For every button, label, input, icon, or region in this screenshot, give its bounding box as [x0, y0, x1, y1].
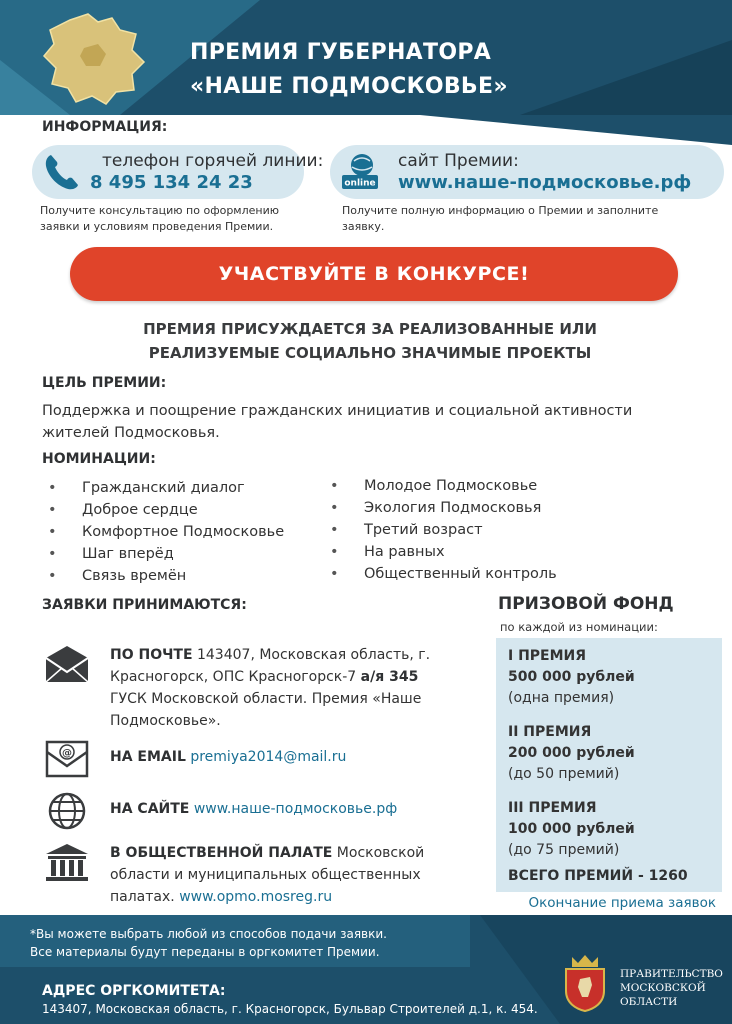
web-label: НА САЙТЕ — [110, 801, 190, 817]
svg-text:@: @ — [62, 748, 72, 759]
globe-icon — [42, 790, 92, 832]
online-icon — [340, 151, 380, 193]
gov-line-1: ПРАВИТЕЛЬСТВО — [620, 968, 723, 980]
prize-tier-amount: 100 000 рублей — [508, 821, 635, 837]
chamber-label: В ОБЩЕСТВЕННОЙ ПАЛАТЕ — [110, 845, 333, 861]
prize-tier-count: (одна премия) — [508, 690, 615, 706]
title-line-1: ПРЕМИЯ ГУБЕРНАТОРА — [190, 40, 492, 65]
website-pill — [330, 145, 724, 199]
footer — [0, 915, 732, 1024]
list-item: • На равных — [330, 541, 557, 563]
hotline-note: Получите консультацию по оформлению заявки и условиям проведения Премии. — [40, 204, 280, 233]
list-item: • Общественный контроль — [330, 563, 557, 585]
post-box: а/я 345 — [360, 669, 419, 685]
prize-total: ВСЕГО ПРЕМИЙ - 1260 — [508, 868, 688, 884]
prize-tier-amount: 200 000 рублей — [508, 745, 635, 761]
chamber-text: Московской области и муниципальных общественных палатах. — [110, 845, 425, 905]
prize-fund-subtitle: по каждой из номинации: — [500, 620, 658, 634]
email-label: НА EMAIL — [110, 749, 186, 765]
footer-note-line-2: Все материалы будут переданы в оргкомитет Премии. — [30, 945, 380, 959]
prize-tier-name: II ПРЕМИЯ — [508, 724, 592, 740]
deadline-label: Окончание приема заявок — [528, 895, 716, 911]
lead-line-1: ПРЕМИЯ ПРИСУЖДАЕТСЯ ЗА РЕАЛИЗОВАННЫЕ ИЛИ — [143, 320, 597, 338]
moscow-region-map-icon — [40, 8, 150, 108]
prize-tier-name: III ПРЕМИЯ — [508, 800, 597, 816]
prize-tier-count: (до 75 премий) — [508, 842, 620, 858]
email-link[interactable]: premiya2014@mail.ru — [190, 749, 347, 765]
page-title — [190, 36, 670, 104]
hotline-number[interactable]: 8 495 134 24 23 — [90, 172, 253, 193]
prize-fund-box — [496, 638, 722, 892]
prize-tier — [508, 722, 635, 785]
hotline-pill — [32, 145, 324, 199]
building-icon — [42, 842, 92, 884]
lead-statement — [80, 317, 660, 365]
email-at-icon — [42, 738, 92, 780]
prize-tier — [508, 798, 635, 861]
moscow-oblast-coat-of-arms-icon — [562, 953, 608, 1013]
post-text-2: ГУСК Московской области. Премия «Наше Подмосковье». — [110, 691, 422, 729]
prize-tier — [508, 646, 635, 709]
footer-note — [30, 925, 470, 961]
goal-heading: ЦЕЛЬ ПРЕМИИ: — [42, 375, 167, 391]
website-label: сайт Премии: — [398, 151, 519, 171]
post-text-1: 143407, Московская область, г. Красногорск, ОПС Красногорск-7 — [110, 647, 431, 685]
applications-heading: ЗАЯВКИ ПРИНИМАЮТСЯ: — [42, 597, 247, 613]
nominations-list-left — [48, 477, 284, 587]
prize-tier-amount: 500 000 рублей — [508, 669, 635, 685]
goal-text: Поддержка и поощрение гражданских инициатив и социальной активности жителей Подмосковья. — [42, 403, 633, 441]
list-item: • Доброе сердце — [48, 499, 284, 521]
header-banner — [0, 0, 732, 115]
prize-tier-count: (до 50 премий) — [508, 766, 620, 782]
website-note: Получите полную информацию о Премии и заполните заявку. — [342, 204, 659, 233]
hotline-label: телефон горячей линии: — [102, 151, 324, 171]
organizing-committee-address: 143407, Московская область, г. Красногорск, Бульвар Строителей д.1, к. 454. — [42, 1002, 538, 1016]
participate-button[interactable]: УЧАСТВУЙТЕ В КОНКУРСЕ! — [70, 247, 678, 301]
gov-line-2: МОСКОВСКОЙ — [620, 982, 706, 994]
nominations-list-right — [330, 475, 557, 585]
gov-line-3: ОБЛАСТИ — [620, 996, 678, 1008]
list-item: • Связь времён — [48, 565, 284, 587]
nominations-heading: НОМИНАЦИИ: — [42, 451, 156, 467]
list-item: • Гражданский диалог — [48, 477, 284, 499]
list-item: • Шаг вперёд — [48, 543, 284, 565]
footer-note-line-1: *Вы можете выбрать любой из способов подачи заявки. — [30, 927, 387, 941]
post-label: ПО ПОЧТЕ — [110, 647, 193, 663]
prize-fund-heading: ПРИЗОВОЙ ФОНД — [498, 594, 674, 614]
info-heading: ИНФОРМАЦИЯ: — [42, 119, 168, 135]
prize-tier-name: I ПРЕМИЯ — [508, 648, 587, 664]
online-icon-text: online — [344, 178, 376, 189]
envelope-icon — [42, 644, 92, 686]
organizing-committee-heading: АДРЕС ОРГКОМИТЕТА: — [42, 983, 226, 999]
list-item: • Комфортное Подмосковье — [48, 521, 284, 543]
title-line-2: «НАШЕ ПОДМОСКОВЬЕ» — [190, 74, 508, 99]
web-link[interactable]: www.наше-подмосковье.рф — [193, 801, 398, 817]
lead-line-2: РЕАЛИЗУЕМЫЕ СОЦИАЛЬНО ЗНАЧИМЫЕ ПРОЕКТЫ — [148, 344, 592, 362]
website-url[interactable]: www.наше-подмосковье.рф — [398, 172, 692, 193]
phone-icon — [42, 151, 82, 193]
list-item: • Молодое Подмосковье — [330, 475, 557, 497]
government-of-moscow-oblast — [620, 967, 730, 1009]
list-item: • Экология Подмосковья — [330, 497, 557, 519]
chamber-link[interactable]: www.opmo.mosreg.ru — [179, 889, 333, 905]
list-item: • Третий возраст — [330, 519, 557, 541]
